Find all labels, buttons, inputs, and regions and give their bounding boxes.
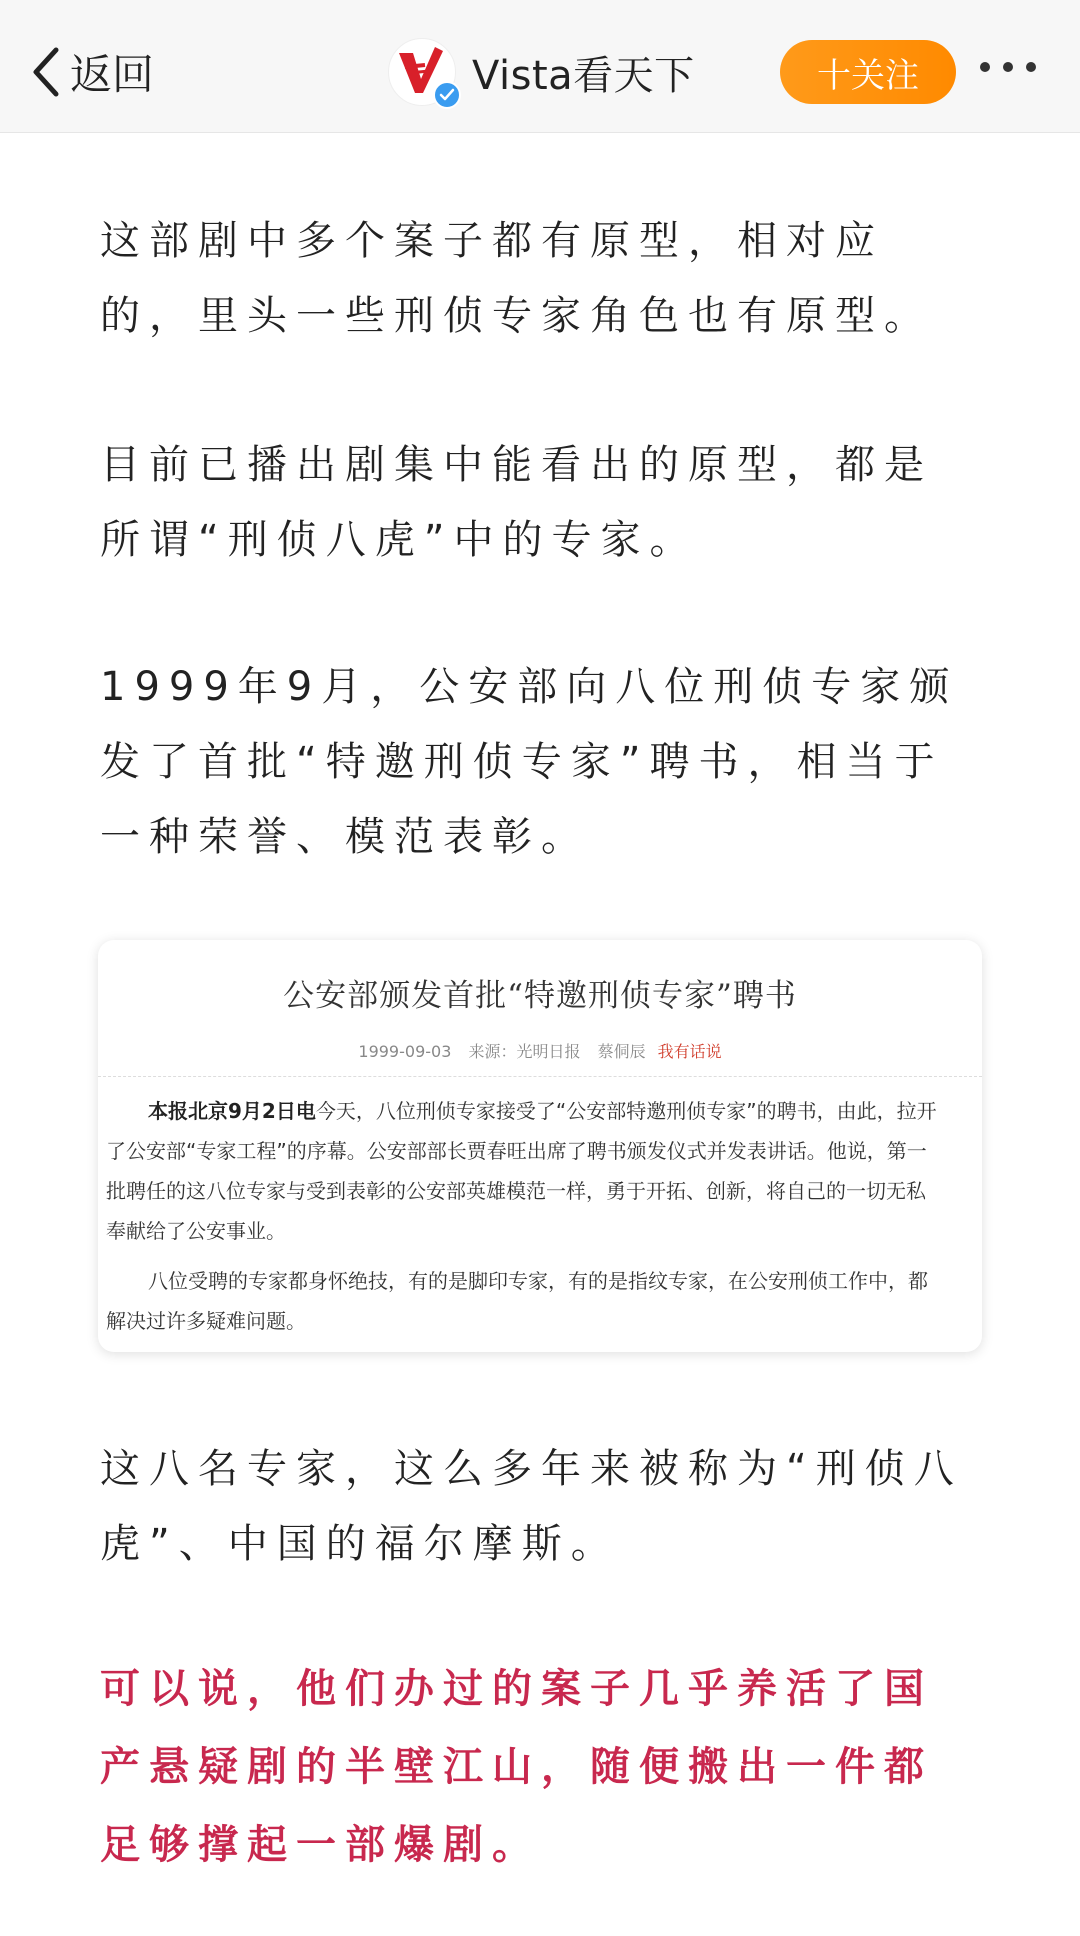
account-header[interactable] [388,38,695,106]
chevron-left-icon [30,44,64,100]
follow-button[interactable]: 十关注 [780,40,956,104]
news-title: 公安部颁发首批“特邀刑侦专家”聘书 [283,978,797,1014]
comment-link[interactable]: 我有话说 [657,1042,722,1061]
verified-badge-icon [433,81,461,109]
article-paragraph-3: 1999年9月，公安部向八位刑侦专家颁发了首批“特邀刑侦专家”聘书，相当于一种荣誉、模范表彰。 [100,664,959,860]
news-paragraph-1-text: 今天，八位刑侦专家接受了“公安部特邀刑侦专家”的聘书，由此，拉开了公安部“专家工程”的序幕。公安部部长贾春旺出席了聘书颁发仪式并发表讲话。他说，第一批聘任的这八位专家与受到表彰的公安部英雄模范一样，勇于开拓、创新，将自己的一切无私奉献给了公安事业。 [106,1099,937,1243]
account-avatar[interactable] [388,38,456,106]
news-paragraph-2: 八位受聘的专家都身怀绝技，有的是脚印专家，有的是指纹专家，在公安刑侦工作中，都解决过许多疑难问题。 [106,1269,928,1333]
news-meta [98,1039,982,1077]
news-source: 来源：光明日报 [468,1042,581,1061]
news-paragraph-1 [106,1091,942,1251]
back-button[interactable] [30,44,154,100]
news-screenshot-card[interactable] [98,940,982,1352]
news-body [98,1091,982,1341]
top-bar [0,0,1080,133]
article-paragraph-4: 这八名专家，这么多年来被称为“刑侦八虎”、中国的福尔摩斯。 [100,1446,963,1567]
more-options-icon[interactable] [980,62,1036,72]
news-author: 蔡侗辰 [597,1042,646,1061]
news-date: 1999-09-03 [358,1042,452,1061]
article-paragraph-1: 这部剧中多个案子都有原型，相对应的，里头一些刑侦专家角色也有原型。 [100,218,933,339]
article-paragraph-2: 目前已播出剧集中能看出的原型，都是所谓“刑侦八虎”中的专家。 [100,442,933,563]
account-name[interactable]: Vista看天下 [472,52,695,99]
news-lead: 本报北京9月2日电 [148,1099,316,1123]
back-label: 返回 [70,50,155,99]
article-paragraph-highlight: 可以说，他们办过的案子几乎养活了国产悬疑剧的半壁江山，随便搬出一件都足够撑起一部爆剧。 [100,1666,933,1868]
